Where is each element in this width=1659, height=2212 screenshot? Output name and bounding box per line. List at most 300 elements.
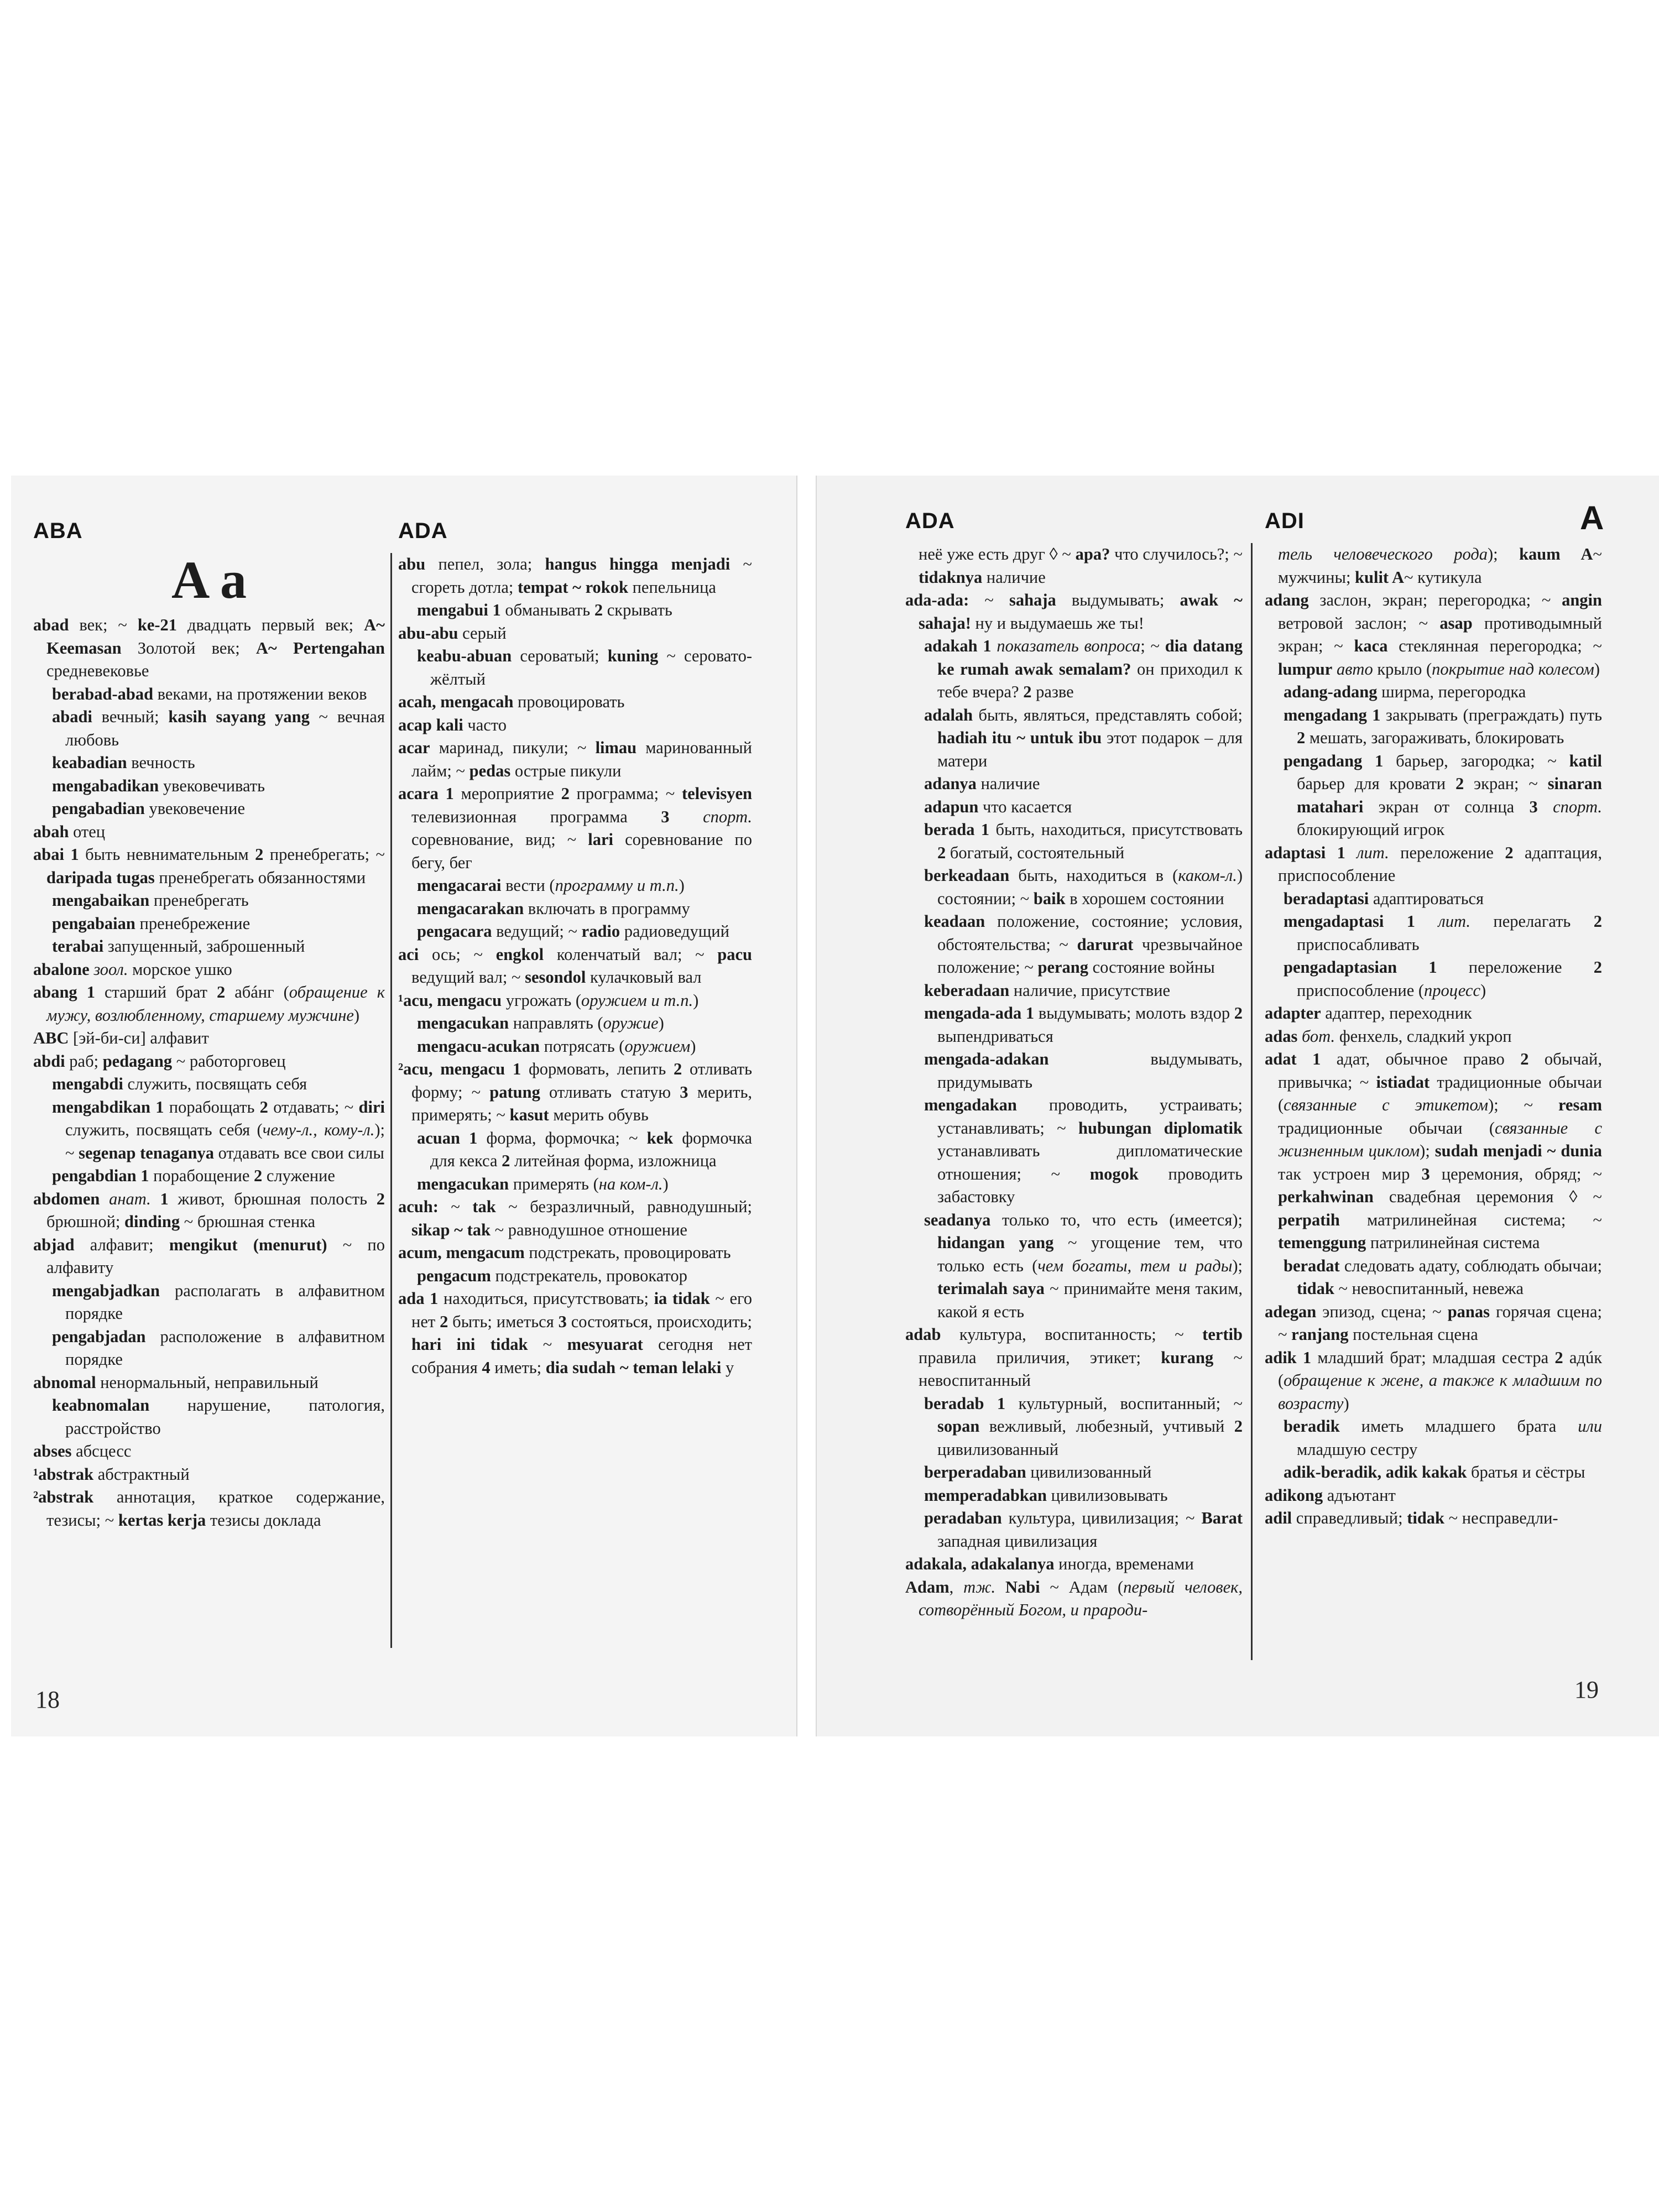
headword: pengabadian <box>52 799 145 818</box>
definition-text <box>1367 706 1372 724</box>
definition-text: братья и сёстры <box>1467 1463 1585 1481</box>
headword: pengabjadan <box>52 1327 146 1346</box>
subentry <box>905 1461 1243 1484</box>
definition-text: традиционные обычаи ( <box>1278 1118 1495 1138</box>
example-bold: resam <box>1558 1095 1602 1114</box>
dictionary-entry <box>398 553 752 599</box>
italic-label: чем богаты, тем и рады <box>1037 1256 1233 1275</box>
definition-text: пренебрежение <box>135 914 251 933</box>
definition-text: богатый, состоятельный <box>946 843 1125 862</box>
example-bold: tidak <box>1407 1509 1444 1527</box>
definition-text: пренебрегать обязанностями <box>154 868 366 887</box>
italic-label: оружием и т.п. <box>581 990 693 1010</box>
definition-text <box>978 637 983 655</box>
example-bold: 3 <box>1529 797 1538 816</box>
example-bold: 3 <box>1421 1164 1430 1183</box>
definition-text: , <box>949 1577 964 1597</box>
italic-label: связанные с жизненным циклом <box>1278 1118 1602 1160</box>
headword: berperadaban <box>924 1463 1026 1481</box>
subentry <box>398 920 752 943</box>
example-bold: segenap tenaganya <box>79 1143 215 1162</box>
headword: mengabaikan <box>52 891 150 910</box>
example-bold: kek <box>646 1128 674 1147</box>
headword: seadanya <box>924 1210 991 1229</box>
example-bold: hangus hingga menjadi <box>545 555 731 573</box>
example-bold: tidaknya <box>919 567 983 587</box>
example-bold: 1 <box>1372 705 1381 724</box>
headword: ada-ada: <box>905 591 969 609</box>
example-bold: 2 <box>1234 1004 1243 1022</box>
definition-text <box>1397 958 1428 977</box>
example-bold: 2 <box>216 983 226 1002</box>
example-bold: 1 <box>1375 751 1384 770</box>
page-number: 18 <box>35 1686 60 1713</box>
definition-text: ) <box>658 1014 664 1032</box>
definition-text <box>150 1098 155 1117</box>
example-bold: 2 <box>1023 682 1032 701</box>
dictionary-entry <box>33 1486 385 1532</box>
headword: mengabadikan <box>52 776 159 795</box>
headword: abah <box>33 822 69 841</box>
definition-text: ветровой заслон; ~ <box>1278 613 1440 633</box>
headword: abad <box>33 615 69 635</box>
dictionary-entry <box>398 622 752 645</box>
definition-text: ~ Адам ( <box>1040 1577 1124 1597</box>
running-head-left: ADA <box>905 509 955 533</box>
definition-text: отливать статую <box>540 1082 680 1102</box>
definition-text: нарушение, патология, расстройство <box>65 1396 385 1438</box>
headword: acum, mengacum <box>398 1243 525 1262</box>
example-bold: sahaja <box>1009 591 1056 609</box>
dictionary-entry <box>33 981 385 1027</box>
definition-text <box>1297 1027 1302 1046</box>
definition-text: маринованный лайм; ~ <box>411 738 752 780</box>
example-bold: 1 <box>155 1097 164 1117</box>
definition-text: адаптация, приспособление <box>1278 843 1602 885</box>
example-bold: 3 <box>680 1082 688 1102</box>
definition-text: отливать форму; ~ <box>411 1060 752 1102</box>
definition-text: ширма, перегородка <box>1377 682 1526 701</box>
definition-text <box>992 637 997 655</box>
column-divider <box>1251 543 1253 1660</box>
definition-text <box>1345 843 1357 862</box>
column-3 <box>905 543 1243 1736</box>
headword: keabnomalan <box>52 1396 150 1415</box>
headword: acah, mengacah <box>398 692 514 711</box>
definition-text: служить, посвящать себя <box>123 1074 307 1094</box>
definition-text: брюшной; <box>46 1212 125 1232</box>
definition-text: младший брат; младшая сестра <box>1311 1348 1555 1367</box>
headword: acap kali <box>398 715 463 734</box>
dictionary-entry <box>905 543 1243 589</box>
definition-text: цивилизованный <box>937 1439 1059 1459</box>
headword: acar <box>398 738 430 757</box>
definition-text: крыло ( <box>1373 659 1432 679</box>
example-bold: 1 <box>140 1166 149 1186</box>
subentry <box>33 752 385 775</box>
subentry <box>1265 1415 1602 1461</box>
definition-text: ); ~ <box>65 1120 385 1162</box>
dictionary-entry <box>398 1196 752 1241</box>
dictionary-entry <box>398 782 752 874</box>
definition-text: потрясать ( <box>540 1036 625 1056</box>
definition-text: старший брат <box>95 983 217 1002</box>
example-bold: patung <box>489 1082 540 1102</box>
definition-text: экран; ~ <box>1464 774 1548 793</box>
italic-label: оружие <box>603 1014 659 1032</box>
definition-text: порабощение <box>149 1166 254 1186</box>
subentry <box>398 645 752 691</box>
definition-text: ) <box>1480 980 1486 1000</box>
example-bold: angin <box>1562 591 1602 609</box>
definition-text: выдумывать; <box>1056 591 1180 609</box>
headword: adikong <box>1265 1485 1323 1505</box>
example-bold: baik <box>1033 889 1066 908</box>
example-bold: kuning <box>607 646 659 665</box>
definition-text: ~ угощение тем, что только есть ( <box>937 1233 1243 1275</box>
definition-text: ) <box>679 876 685 895</box>
definition-text: ведущий; ~ <box>492 922 582 941</box>
headword: adas <box>1265 1026 1298 1046</box>
italic-label: первый человек, сотворённый Богом, и прароди- <box>919 1577 1243 1619</box>
definition-text: он приходил к тебе вчера? <box>937 659 1243 701</box>
example-bold: awak ~ sahaja! <box>919 591 1243 633</box>
subentry <box>1265 1461 1602 1484</box>
example-bold: 1 <box>1312 1050 1321 1068</box>
column-entries <box>33 614 385 1532</box>
definition-text: расположение в алфавитном порядке <box>65 1327 385 1369</box>
headword: ¹abstrak <box>33 1464 94 1484</box>
example-bold: lumpur <box>1278 659 1333 679</box>
example-bold: kaum A <box>1519 545 1593 564</box>
subentry <box>33 1326 385 1371</box>
example-bold: hadiah itu ~ untuk ibu <box>937 728 1102 747</box>
definition-text: экран от солнца <box>1363 797 1530 816</box>
italic-label: лит. <box>1438 912 1471 931</box>
definition-text: сегодня нет собрания <box>411 1335 752 1377</box>
definition-text: алфавит; <box>74 1235 169 1254</box>
definition-text: положение, состояние; условия, обстоятельства; ~ <box>937 912 1243 954</box>
headword: abu <box>398 555 426 573</box>
definition-text: чрезвычайное положение; ~ <box>937 935 1243 977</box>
definition-text: скрывать <box>603 601 672 619</box>
definition-text: серый <box>458 623 507 643</box>
headword: adegan <box>1265 1302 1317 1321</box>
definition-text: соревнование, вид; ~ <box>411 830 588 849</box>
example-bold: radio <box>581 922 620 941</box>
dictionary-entry <box>398 1287 752 1379</box>
definition-text: ~ работорговец <box>172 1051 286 1071</box>
headword: ada <box>398 1289 425 1308</box>
headword: adakala, adakalanya <box>905 1554 1055 1573</box>
subentry <box>905 1209 1243 1324</box>
definition-text: адаптер, переходник <box>1321 1004 1472 1022</box>
dictionary-entry <box>33 614 385 683</box>
example-bold: istiadat <box>1376 1072 1430 1092</box>
definition-text: ~ принимайте меня таким, какой я есть <box>937 1279 1243 1321</box>
example-bold: televisyen <box>681 784 752 803</box>
headword: mengada-ada <box>924 1004 1022 1022</box>
subentry <box>398 874 752 898</box>
definition-text: выдумывать; молоть вздор <box>1034 1004 1234 1022</box>
italic-label: обращение к мужу, возлюбленному, старшему мужчине <box>46 983 385 1025</box>
definition-text: телевизионная программа <box>411 807 661 826</box>
definition-text: ~ невоспитанный <box>919 1348 1243 1390</box>
definition-text <box>100 1190 109 1208</box>
definition-text: ~ брюшная стенка <box>180 1212 316 1232</box>
definition-text: ненормальный, неправильный <box>96 1373 319 1392</box>
definition-text: ); <box>1232 1256 1243 1275</box>
subentry <box>398 1127 752 1173</box>
subentry <box>33 1280 385 1326</box>
definition-text: программа; ~ <box>569 784 682 803</box>
subentry <box>905 704 1243 773</box>
example-bold: 1 <box>445 784 454 803</box>
definition-text: включать в программу <box>524 899 690 918</box>
definition-text: приспособление ( <box>1297 980 1425 1000</box>
subentry <box>905 979 1243 1003</box>
definition-text: мероприятие <box>453 784 561 803</box>
subentry <box>905 1048 1243 1094</box>
definition-text: двадцать первый век; <box>177 615 364 635</box>
subentry <box>398 599 752 622</box>
definition-text <box>1332 660 1337 679</box>
definition-text: барьер, загородка; ~ <box>1383 751 1569 770</box>
definition-text: мешать, загораживать, блокировать <box>1305 728 1564 747</box>
dictionary-entry <box>33 821 385 844</box>
headword: mengacu-acukan <box>417 1036 540 1056</box>
dictionary-entry <box>33 1027 385 1050</box>
definition-text: отец <box>69 822 106 841</box>
example-bold: kasih sayang yang <box>168 707 310 727</box>
example-bold: 2 <box>440 1312 448 1331</box>
thumb-letter: A <box>1580 499 1605 536</box>
italic-label: спорт. <box>1553 797 1602 816</box>
example-bold: pedas <box>469 761 511 780</box>
definition-text: ) <box>693 990 699 1010</box>
example-bold: terimalah saya <box>937 1279 1045 1298</box>
dictionary-entry <box>1265 1507 1602 1530</box>
example-bold: 2 <box>1593 958 1602 977</box>
subentry <box>398 898 752 921</box>
column-2 <box>398 553 752 1736</box>
definition-text: следовать адату, соблюдать обычаи; <box>1339 1256 1602 1275</box>
definition-text: блокирующий игрок <box>1297 820 1445 839</box>
example-bold: A~ Keemasan <box>46 615 385 658</box>
example-bold: lari <box>588 830 614 849</box>
headword: mengacarakan <box>417 899 524 918</box>
headword: pengacum <box>417 1266 491 1285</box>
example-bold: 2 <box>1554 1348 1563 1367</box>
definition-text: пренебрегать; ~ <box>263 845 385 864</box>
definition-text: противодымный экран; ~ <box>1278 613 1602 655</box>
definition-text: абсцесс <box>71 1442 132 1461</box>
subentry <box>398 1035 752 1058</box>
definition-text: западная цивилизация <box>937 1531 1098 1551</box>
headword: abdomen <box>33 1189 100 1208</box>
headword: mengabui <box>417 601 488 619</box>
italic-label: авто <box>1336 659 1373 679</box>
definition-text: ) <box>662 1174 669 1193</box>
dictionary-entry <box>398 943 752 989</box>
definition-text: церемония, обряд; ~ <box>1430 1164 1602 1183</box>
headword: mengabdi <box>52 1074 123 1094</box>
example-bold: asap <box>1439 613 1473 633</box>
definition-text: пренебрегать <box>149 891 249 910</box>
example-bold: ia tidak <box>654 1289 710 1308</box>
example-bold: kaca <box>1354 637 1388 655</box>
italic-label: спорт. <box>703 807 752 826</box>
definition-text: наличие <box>976 774 1040 793</box>
definition-text: часто <box>463 715 507 734</box>
example-bold: 2 <box>255 845 264 864</box>
definition-text: адъютант <box>1323 1485 1396 1505</box>
definition-text <box>1326 843 1337 862</box>
definition-text: ~ его нет <box>411 1289 752 1331</box>
headword: beradat <box>1284 1256 1340 1275</box>
headword: keabu-abuan <box>417 646 512 665</box>
headword: beradik <box>1284 1417 1340 1436</box>
subentry <box>905 635 1243 704</box>
example-bold: pedagang <box>102 1051 173 1071</box>
example-bold: tidak <box>1297 1279 1334 1298</box>
definition-text: ; ~ <box>1140 637 1165 655</box>
definition-text: ~ несправедли- <box>1444 1509 1558 1527</box>
example-bold: darurat <box>1077 935 1134 954</box>
headword: adakah <box>924 637 978 655</box>
definition-text: переложение <box>1389 843 1505 862</box>
definition-text: радиоведущий <box>620 922 729 941</box>
letter-heading: A a <box>171 553 247 609</box>
example-bold: dia sudah ~ teman lelaki <box>545 1358 722 1377</box>
subentry <box>905 1392 1243 1462</box>
definition-text: служение <box>262 1166 335 1186</box>
example-bold: ranjang <box>1291 1325 1349 1344</box>
example-bold: 1 <box>492 601 501 619</box>
headword: abses <box>33 1442 72 1461</box>
italic-label: анат. <box>109 1189 151 1208</box>
headword: adalah <box>924 705 973 724</box>
example-bold: 2 <box>1455 774 1464 793</box>
subentry <box>905 864 1243 910</box>
example-bold: 2 <box>561 784 570 803</box>
subentry <box>1265 681 1602 704</box>
example-bold: kasut <box>509 1105 549 1124</box>
dictionary-entry <box>33 958 385 982</box>
example-bold: diri <box>358 1097 385 1117</box>
headword: adang-adang <box>1284 682 1378 701</box>
example-bold: 1 <box>1337 843 1345 862</box>
definition-text: ) <box>1343 1394 1349 1413</box>
headword: acuh: <box>398 1197 439 1216</box>
dictionary-entry <box>905 1323 1243 1392</box>
example-bold: hari ini tidak <box>411 1335 528 1354</box>
definition-text: формочка для кекса <box>430 1128 752 1170</box>
definition-text <box>1384 912 1406 931</box>
example-bold: apa? <box>1075 545 1110 564</box>
headword: adaptasi <box>1265 843 1326 862</box>
example-bold: kulit A <box>1355 567 1405 587</box>
headword: beradab <box>924 1394 984 1413</box>
headword: terabai <box>52 937 104 956</box>
definition-text: ведущий вал; ~ <box>411 968 525 987</box>
subentry <box>905 1002 1243 1048</box>
definition-text: раб; <box>65 1051 103 1071</box>
definition-text: ) <box>353 1005 360 1025</box>
definition-text: у <box>721 1358 734 1377</box>
example-bold: mesyuarat <box>567 1335 643 1354</box>
subentry <box>398 1173 752 1196</box>
example-bold: 2 <box>1297 728 1306 747</box>
definition-text: этот подарок – для матери <box>937 728 1243 770</box>
dictionary-entry <box>1265 842 1602 888</box>
headword: adat <box>1265 1050 1297 1068</box>
running-head-left: ABA <box>33 519 83 543</box>
example-bold: 1 <box>160 1189 169 1208</box>
subentry <box>905 818 1243 864</box>
dictionary-entry <box>905 1553 1243 1576</box>
subentry <box>905 773 1243 796</box>
headword: acara <box>398 784 439 803</box>
example-bold: 1 <box>86 983 95 1002</box>
column-entries <box>905 543 1243 1622</box>
subentry <box>905 796 1243 819</box>
definition-text: в хорошем состоянии <box>1065 889 1224 908</box>
definition-text: быть, находиться, присутствовать <box>989 820 1243 839</box>
subentry <box>33 797 385 821</box>
example-bold: sikap ~ tak <box>411 1220 491 1239</box>
definition-text: иногда, временами <box>1054 1554 1194 1573</box>
example-bold: perpatih <box>1278 1210 1340 1229</box>
definition-text: приспосабливать <box>1297 935 1420 954</box>
example-bold: limau <box>595 738 637 757</box>
example-bold: Barat <box>1201 1509 1243 1527</box>
definition-text: закрывать (преграждать) путь <box>1380 705 1602 724</box>
headword: adab <box>905 1325 941 1344</box>
definition-text: ); <box>1420 1141 1435 1160</box>
dictionary-entry <box>398 1241 752 1265</box>
definition-text: состояние войны <box>1088 958 1215 977</box>
subentry <box>1265 888 1602 911</box>
definition-text: ~ кутикула <box>1404 567 1482 587</box>
definition-text: свадебная церемония ◊ ~ <box>1373 1187 1602 1206</box>
subentry <box>1265 1255 1602 1301</box>
definition-text: отдавать; ~ <box>268 1097 359 1117</box>
italic-label: зоол. <box>93 959 128 979</box>
headword: mengadang <box>1284 705 1367 724</box>
definition-text: быть, являться, представлять собой; <box>973 705 1243 724</box>
headword: pengadang <box>1284 751 1363 770</box>
subentry <box>1265 956 1602 1002</box>
subentry <box>905 1094 1243 1209</box>
definition-text: иметь; <box>490 1358 546 1377</box>
dictionary-entry <box>398 691 752 714</box>
definition-text: ) <box>690 1036 696 1056</box>
subentry <box>33 1394 385 1440</box>
example-bold: 3 <box>661 807 670 826</box>
headword: Adam <box>905 1577 950 1597</box>
italic-label: покрытие над колесом <box>1432 659 1594 679</box>
headword: pengabdian <box>52 1166 137 1186</box>
headword: ¹acu, mengacu <box>398 990 502 1010</box>
italic-label: обращение к жене, а также к младшим по возрасту <box>1278 1371 1602 1413</box>
definition-text: адаптироваться <box>1369 889 1484 908</box>
definition-text: младшую сестру <box>1297 1439 1418 1459</box>
definition-text: маринад, пикули; ~ <box>430 738 596 757</box>
example-bold: dia datang ke rumah awak semalam? <box>937 637 1243 679</box>
definition-text: формовать, лепить <box>521 1060 674 1078</box>
definition-text: фенхель, сладкий укроп <box>1335 1026 1512 1046</box>
